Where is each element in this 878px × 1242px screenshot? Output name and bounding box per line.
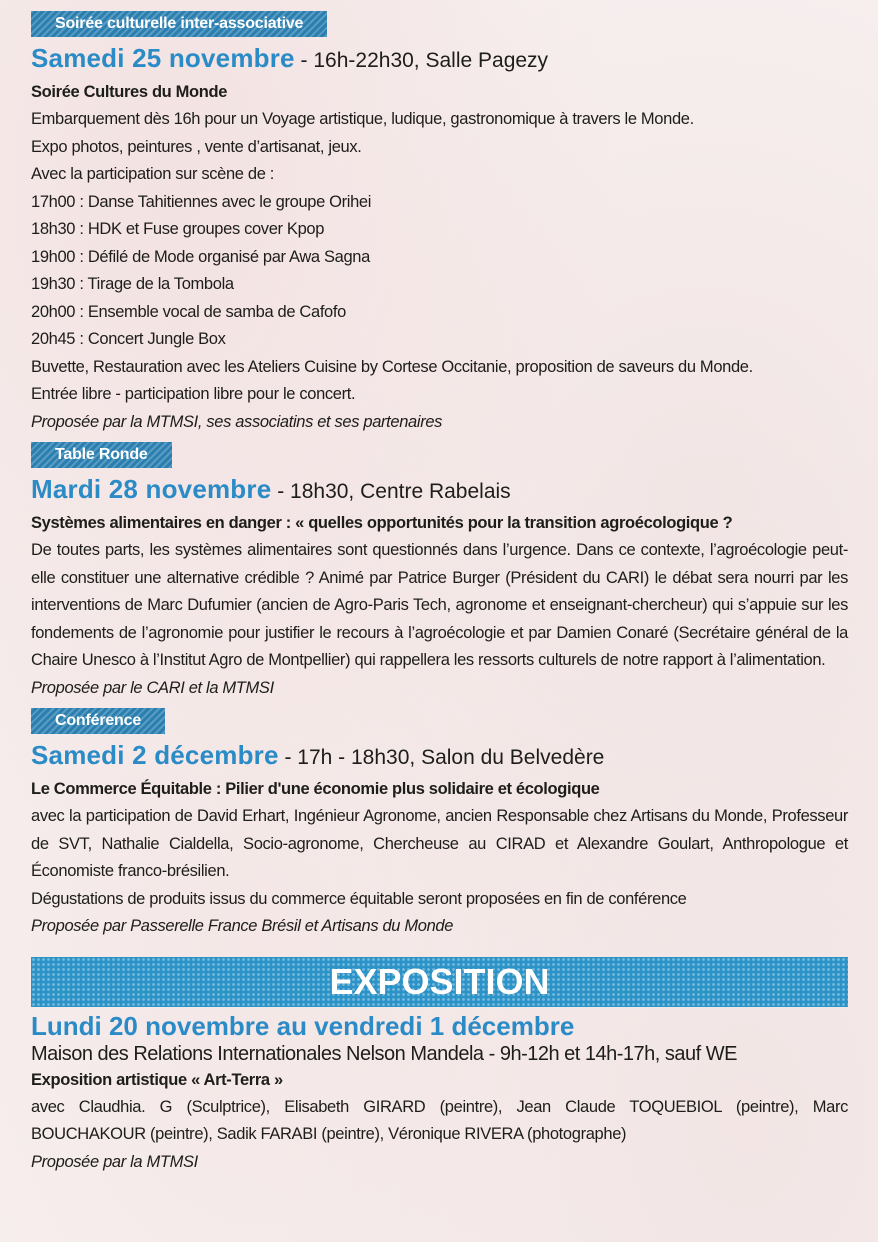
- exposition-section: [31, 957, 848, 1177]
- event-soiree-cultures: [31, 11, 848, 436]
- schedule-item: 20h45 : Concert Jungle Box: [31, 330, 226, 348]
- event-heading: [31, 739, 848, 776]
- event-line: Buvette, Restauration avec les Ateliers Cuisine by Cortese Occitanie, proposition de saveurs du Monde.: [31, 357, 753, 376]
- event-title: Systèmes alimentaires en danger : « quelles opportunités pour la transition agroécologique ?: [31, 514, 733, 532]
- event-extra-info: Dégustations de produits issus du commerce équitable seront proposées en fin de conférence: [31, 889, 687, 908]
- event-line: Avec la participation sur scène de :: [31, 165, 274, 183]
- event-category-tag: Soirée culturelle inter-associative: [31, 11, 327, 37]
- event-line: Expo photos, peintures , vente d’artisanat, jeux.: [31, 137, 362, 156]
- schedule-item: 19h00 : Défilé de Mode organisé par Awa Sagna: [31, 247, 370, 266]
- exposition-date: Lundi 20 novembre au vendredi 1 décembre: [31, 1010, 575, 1041]
- exposition-credit: Proposée par la MTMSI: [31, 1152, 198, 1171]
- event-credit: Proposée par Passerelle France Brésil et Artisans du Monde: [31, 917, 454, 935]
- schedule-item: 17h00 : Danse Tahitiennes avec le groupe Orihei: [31, 192, 372, 211]
- event-time-place: - 18h30, Centre Rabelais: [271, 480, 511, 503]
- schedule-item: 18h30 : HDK et Fuse groupes cover Kpop: [31, 220, 325, 238]
- event-category-tag: Conférence: [31, 708, 165, 734]
- event-title: Le Commerce Équitable : Pilier d'une économie plus solidaire et écologique: [31, 780, 600, 798]
- program-page: [31, 11, 848, 1176]
- event-category-tag: Table Ronde: [31, 442, 172, 468]
- event-description: avec la participation de David Erhart, Ingénieur Agronome, ancien Responsable chez Artisans du Monde, Professeur de SVT, Nathalie Cialdella, Socio-agronome, Chercheuse au CIRAD et Alexandre Goulart, Anthropologue et Économiste franco-brésilien.: [31, 807, 848, 880]
- event-table-ronde: [31, 442, 848, 702]
- event-conference: [31, 708, 848, 941]
- event-date: Mardi 28 novembre: [31, 474, 272, 504]
- event-time-place: - 16h-22h30, Salle Pagezy: [294, 49, 549, 72]
- exposition-description: avec Claudhia. G (Sculptrice), Elisabeth GIRARD (peintre), Jean Claude TOQUEBIOL (peintre), Marc BOUCHAKOUR (peintre), Sadik FARABI (peintre), Véronique RIVERA (photographe): [31, 1097, 848, 1143]
- exposition-title: Exposition artistique « Art-Terra »: [31, 1070, 283, 1089]
- schedule-item: 19h30 : Tirage de la Tombola: [31, 275, 234, 293]
- event-description: De toutes parts, les systèmes alimentaires sont questionnés dans l’urgence. Dans ce contexte, l’agroécologie peut-elle constituer une alternative crédible ? Animé par Patrice Burger (Président du CARI) le débat sera nourri par les interventions de Marc Dufumier (ancien de Agro-Paris Tech, agronome et enseignant-chercheur) qui s’appuie sur les fondements de l’agronomie pour justifier le recours à l’agroécologie et par Damien Conaré (Secrétaire général de la Chaire Unesco à l’Institut Agro de Montpellier) qui rappellera les ressorts culturels de notre rapport à l’alimentation.: [31, 541, 848, 669]
- event-heading: [31, 42, 848, 79]
- event-title: Soirée Cultures du Monde: [31, 83, 228, 101]
- event-date: Samedi 25 novembre: [31, 43, 295, 73]
- schedule-item: 20h00 : Ensemble vocal de samba de Cafofo: [31, 302, 346, 321]
- event-credit: Proposée par le CARI et la MTMSI: [31, 678, 274, 697]
- event-date: Samedi 2 décembre: [31, 740, 279, 770]
- event-heading: [31, 473, 848, 510]
- exposition-banner: EXPOSITION: [31, 957, 848, 1007]
- event-line: Embarquement dès 16h pour un Voyage artistique, ludique, gastronomique à travers le Monde.: [31, 110, 694, 128]
- event-time-place: - 17h - 18h30, Salon du Belvedère: [278, 746, 605, 769]
- event-credit: Proposée par la MTMSI, ses associatins et ses partenaires: [31, 412, 443, 431]
- exposition-place: Maison des Relations Internationales Nelson Mandela - 9h-12h et 14h-17h, sauf WE: [31, 1042, 737, 1065]
- event-line: Entrée libre - participation libre pour le concert.: [31, 385, 356, 403]
